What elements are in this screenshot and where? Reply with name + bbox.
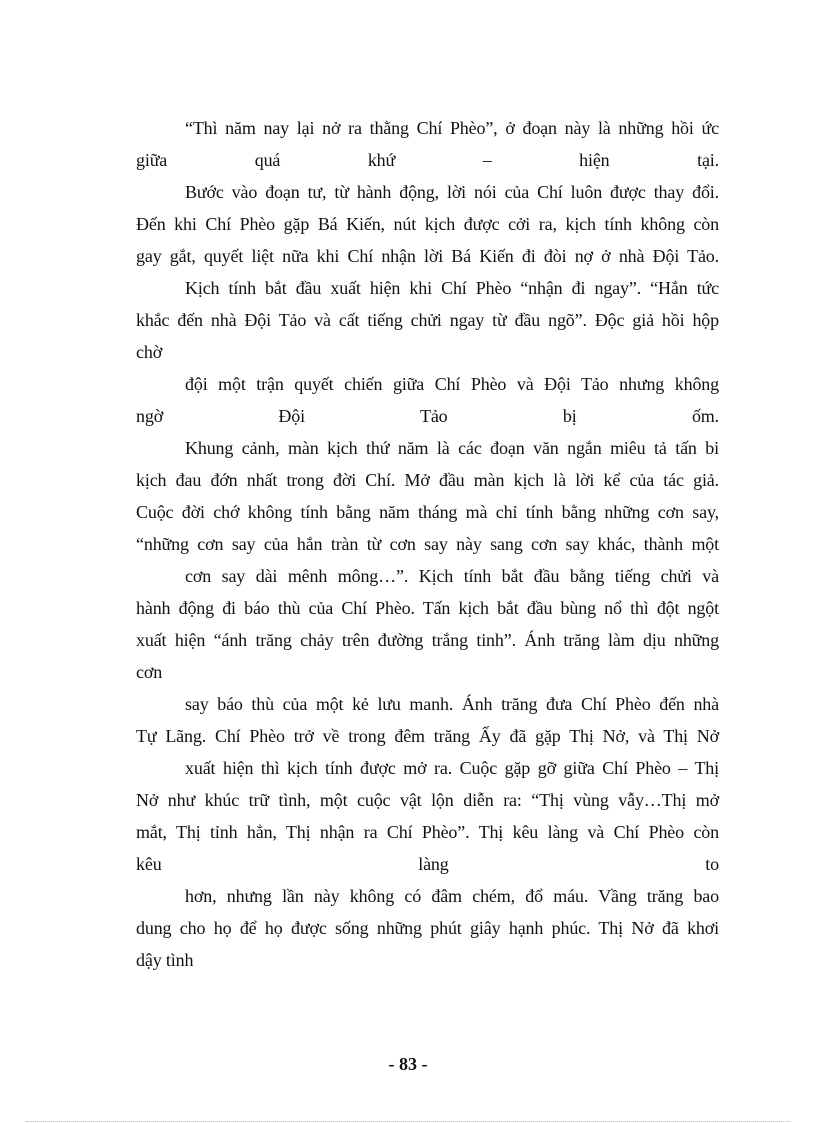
text-line: say báo thù của một kẻ lưu manh. Ánh trăng đưa Chí Phèo đến nhà [185, 694, 719, 714]
text-line: Khung cảnh, màn kịch thứ năm là các đoạn văn ngắn miêu tả tấn bi [185, 438, 719, 458]
text-line: xuất hiện thì kịch tính được mở ra. Cuộc gặp gỡ giữa Chí Phèo – Thị [185, 758, 719, 778]
footer-divider [26, 1121, 790, 1122]
text-line: Bước vào đoạn tư, từ hành động, lời nói của Chí luôn được thay đổi. [185, 182, 719, 202]
text-line: kêu làng to [136, 854, 719, 874]
text-line: dậy tình [136, 950, 194, 970]
text-line: hành động đi báo thù của Chí Phèo. Tấn kịch bắt đầu bùng nổ thì đột ngột [136, 598, 719, 618]
text-line: “Thì năm nay lại nở ra thằng Chí Phèo”, ở đoạn này là những hồi ức [185, 118, 719, 138]
body-text [136, 112, 719, 976]
page-number: - 83 - [388, 1054, 428, 1074]
text-line: cơn say dài mênh mông…”. Kịch tính bắt đầu bằng tiếng chửi và [185, 566, 719, 586]
text-line: Kịch tính bắt đầu xuất hiện khi Chí Phèo “nhận đi ngay”. “Hắn tức [185, 278, 719, 298]
text-line: khắc đến nhà Đội Tảo và cất tiếng chửi ngay từ đầu ngõ”. Độc giả hồi hộp [136, 310, 719, 330]
text-line: hơn, nhưng lần này không có đâm chém, đổ máu. Vầng trăng bao [185, 886, 719, 906]
text-line: đội một trận quyết chiến giữa Chí Phèo và Đội Tảo nhưng không [185, 374, 719, 394]
text-line: Đến khi Chí Phèo gặp Bá Kiến, nút kịch được cởi ra, kịch tính không còn [136, 214, 719, 234]
text-line: gay gắt, quyết liệt nữa khi Chí nhận lời Bá Kiến đi đòi nợ ở nhà Đội Tảo. [136, 246, 719, 266]
text-line: “những cơn say của hắn tràn từ cơn say này sang cơn say khác, thành một [136, 534, 719, 554]
text-line: cơn [136, 662, 163, 682]
text-line: ngờ Đội Tảo bị ốm. [136, 406, 719, 426]
text-line: chờ [136, 342, 163, 362]
text-line: mắt, Thị tỉnh hẳn, Thị nhận ra Chí Phèo”. Thị kêu làng và Chí Phèo còn [136, 822, 719, 842]
text-line: xuất hiện “ánh trăng chảy trên đường trắng tinh”. Ánh trăng làm dịu những [136, 630, 719, 650]
text-line: Nở như khúc trữ tình, một cuộc vật lộn diễn ra: “Thị vùng vẫy…Thị mở [136, 790, 719, 810]
text-line: kịch đau đớn nhất trong đời Chí. Mở đầu màn kịch là lời kể của tác giả. [136, 470, 719, 490]
text-line: Cuộc đời chớ không tính bằng năm tháng mà chỉ tính bằng những cơn say, [136, 502, 719, 522]
text-line: Tự Lãng. Chí Phèo trở về trong đêm trăng Ấy đã gặp Thị Nở, và Thị Nở [136, 726, 719, 746]
text-line: giữa quá khứ – hiện tại. [136, 150, 719, 170]
text-line: dung cho họ để họ được sống những phút giây hạnh phúc. Thị Nở đã khơi [136, 918, 719, 938]
